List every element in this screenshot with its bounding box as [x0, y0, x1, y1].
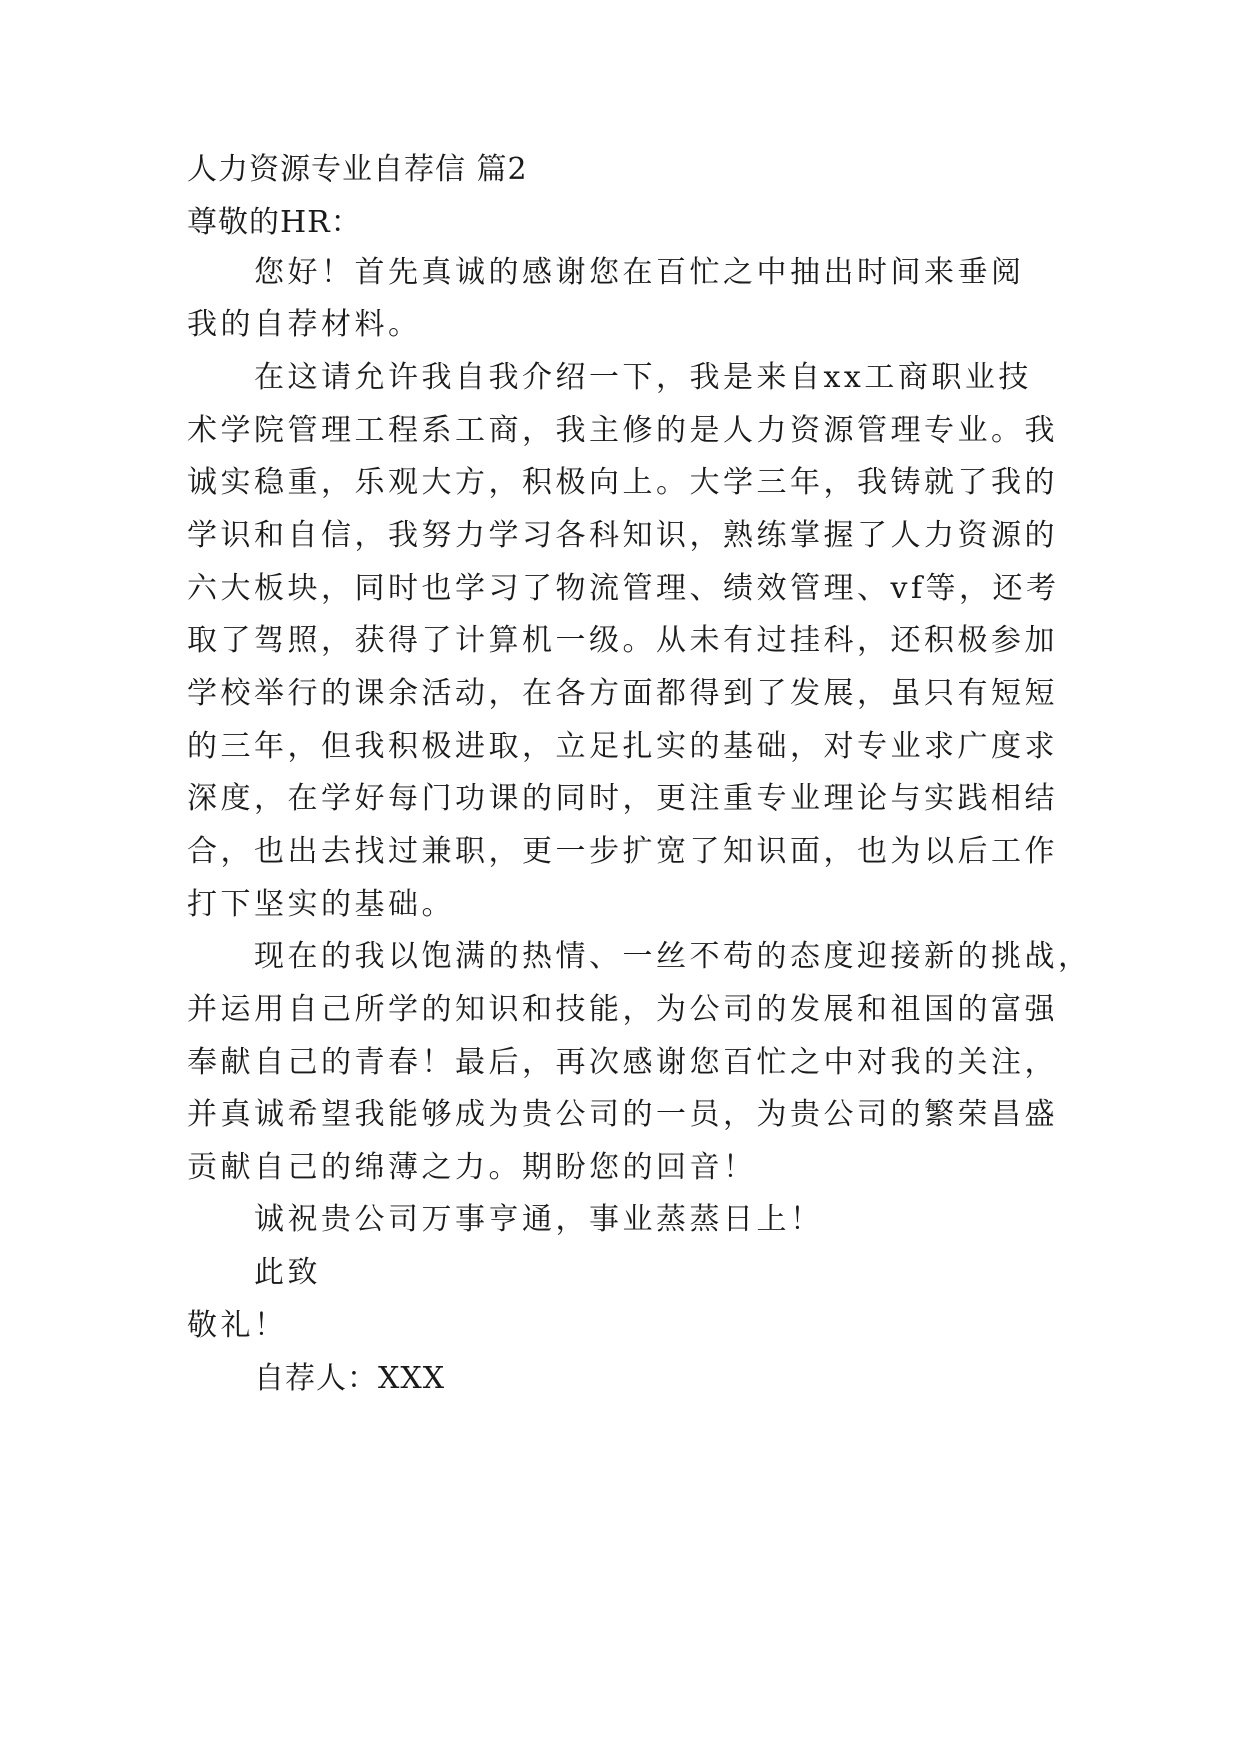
paragraph-line: 并运用自己所学的知识和技能，为公司的发展和祖国的富强 — [187, 992, 1058, 1027]
paragraph-line: 现在的我以饱满的热情、一丝不苟的态度迎接新的挑战， — [254, 939, 1092, 974]
document-title: 人力资源专业自荐信 篇2 — [187, 152, 528, 187]
paragraph-line: 贡献自己的绵薄之力。期盼您的回音！ — [187, 1150, 757, 1185]
closing-line-1: 此致 — [254, 1255, 321, 1290]
paragraph-line: 六大板块，同时也学习了物流管理、绩效管理、vf等，还考 — [187, 571, 1060, 606]
paragraph-line: 诚实稳重，乐观大方，积极向上。大学三年，我铸就了我的 — [187, 465, 1058, 500]
paragraph-line: 学识和自信，我努力学习各科知识，熟练掌握了人力资源的 — [187, 518, 1058, 553]
signature-line: 自荐人：XXX — [254, 1361, 446, 1396]
paragraph-line: 并真诚希望我能够成为贵公司的一员，为贵公司的繁荣昌盛 — [187, 1097, 1058, 1132]
paragraph-line: 奉献自己的青春！最后，再次感谢您百忙之中对我的关注， — [187, 1045, 1058, 1080]
salutation: 尊敬的HR： — [187, 205, 362, 240]
paragraph-line: 打下坚实的基础。 — [187, 887, 455, 922]
paragraph-line: 在这请允许我自我介绍一下，我是来自xx工商职业技 — [254, 360, 1032, 395]
paragraph-line: 的三年，但我积极进取，立足扎实的基础，对专业求广度求 — [187, 729, 1058, 764]
paragraph-line: 深度，在学好每门功课的同时，更注重专业理论与实践相结 — [187, 781, 1058, 816]
paragraph-line: 合，也出去找过兼职，更一步扩宽了知识面，也为以后工作 — [187, 834, 1058, 869]
paragraph-line: 您好！首先真诚的感谢您在百忙之中抽出时间来垂阅 — [254, 255, 1025, 290]
paragraph-line: 取了驾照，获得了计算机一级。从未有过挂科，还积极参加 — [187, 623, 1058, 658]
paragraph-line: 学校举行的课余活动，在各方面都得到了发展，虽只有短短 — [187, 676, 1058, 711]
closing-line-2: 敬礼！ — [187, 1308, 288, 1343]
paragraph-line: 术学院管理工程系工商，我主修的是人力资源管理专业。我 — [187, 413, 1058, 448]
wishes-line: 诚祝贵公司万事亨通，事业蒸蒸日上！ — [254, 1202, 824, 1237]
paragraph-line: 我的自荐材料。 — [187, 307, 422, 342]
